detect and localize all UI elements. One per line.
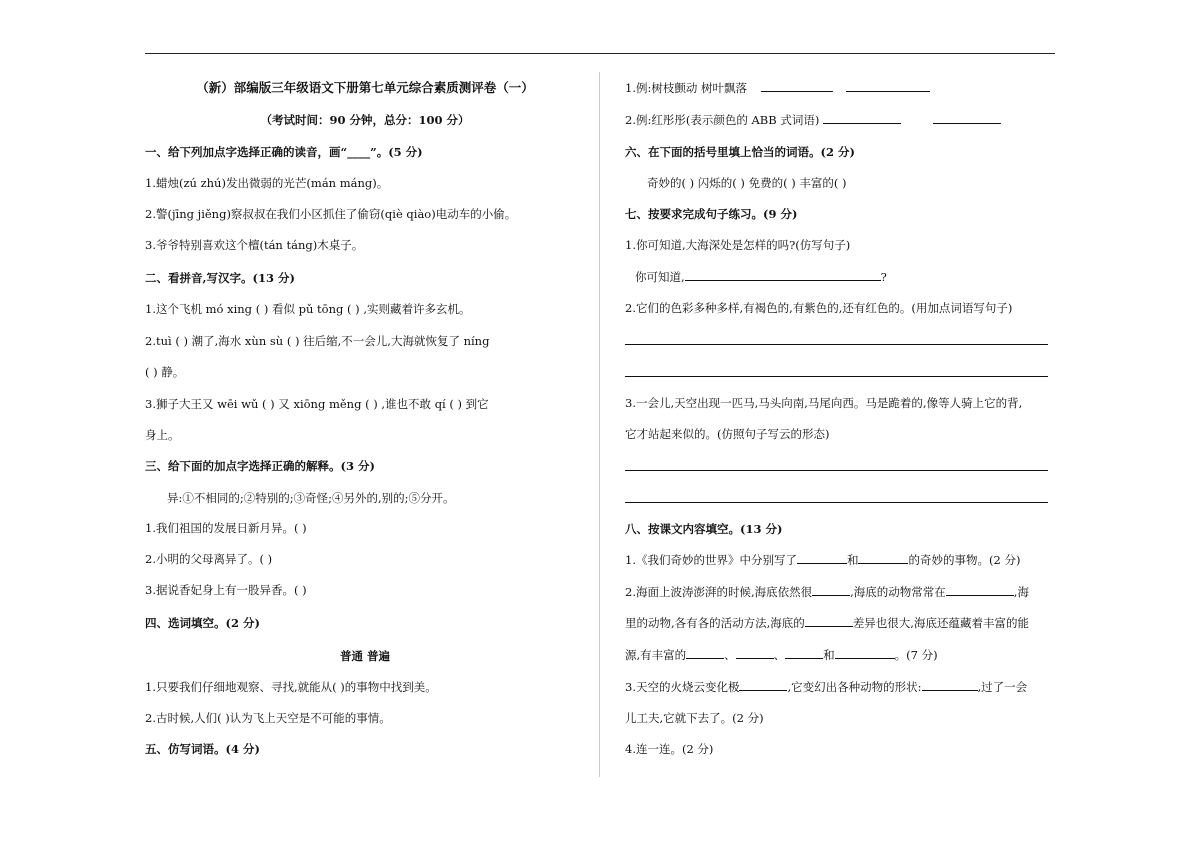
s4-word-choices: 普通 普遍 [339,649,390,663]
s8-question-3: 3.天空的火烧云变化极 ,它变幻出各种动物的形状: ,过了一会 [625,680,1028,694]
s1-question-1: 1.蜡烛(zú zhú)发出微弱的光芒(mán máng)。 [145,176,389,190]
section-5-heading: 五、仿写词语。(4 分) [145,742,260,756]
section-4-heading: 四、选词填空。(2 分) [145,616,260,630]
s4-question-2: 2.古时候,人们( )认为飞上天空是不可能的事情。 [145,711,391,725]
s8-question-1: 1.《我们奇妙的世界》中分别写了 和 的奇妙的事物。(2 分) [625,553,1021,567]
s2-question-2-cont: ( ) 静。 [145,365,185,379]
s3-options: 异:①不相同的;②特别的;③奇怪;④另外的,别的;⑤分开。 [167,491,455,505]
section-3-heading: 三、给下面的加点字选择正确的解释。(3 分) [145,459,375,473]
s2-question-2: 2.tuì ( ) 潮了,海水 xùn sù ( ) 往后缩,不一会儿,大海就恢复了 níng [145,334,490,348]
section-2-heading: 二、看拼音,写汉字。(13 分) [145,271,295,285]
s8-q3-blank-1[interactable] [739,679,787,691]
s2-question-3-cont: 身上。 [145,428,180,442]
s8-question-3-cont: 儿工夫,它就下去了。(2 分) [625,711,764,725]
s8-q2-blank-3[interactable] [805,615,853,627]
s7-question-1: 1.你可知道,大海深处是怎样的吗?(仿写句子) [625,238,851,252]
s8-q2-blank-7[interactable] [835,647,895,659]
s3-question-3: 3.据说香妃身上有一股异香。( ) [145,583,307,597]
s1-question-2: 2.警(jīng jiěng)察叔叔在我们小区抓住了偷窃(qiè qiào)电动车的小偷。 [145,207,517,221]
s8-q2-blank-5[interactable] [736,647,774,659]
s6-fill-line: 奇妙的( ) 闪烁的( ) 免费的( ) 丰富的( ) [647,176,847,190]
s8-question-2-cont2: 源,有丰富的 、 、 和 。(7 分) [625,648,938,662]
s8-question-2: 2.海面上波涛澎湃的时候,海底依然很 ,海底的动物常常在 ,海 [625,585,1029,599]
s7-question-3: 3.一会儿,天空出现一匹马,马头向南,马尾向西。马是跪着的,像等人骑上它的背, [625,396,1023,410]
header-rule [145,53,1055,54]
s7-question-2: 2.它们的色彩多种多样,有褐色的,有紫色的,还有红色的。(用加点词语写句子) [625,301,1013,315]
section-8-heading: 八、按课文内容填空。(13 分) [625,522,783,536]
section-7-heading: 七、按要求完成句子练习。(9 分) [625,207,798,221]
s8-question-2-cont: 里的动物,各有各的活动方法,海底的 差异也很大,海底还蕴藏着丰富的能 [625,616,1029,630]
s4-question-1: 1.只要我们仔细地观察、寻找,就能从( )的事物中找到美。 [145,680,437,694]
s8-q2-blank-4[interactable] [686,647,724,659]
s3-question-2: 2.小明的父母离异了。( ) [145,552,273,566]
s2-question-3: 3.狮子大王又 wēi wǔ ( ) 又 xiōng měng ( ) ,谁也不敢 qí ( ) 到它 [145,397,489,411]
section-6-heading: 六、在下面的括号里填上恰当的词语。(2 分) [625,145,855,159]
s7-question-3-cont: 它才站起来似的。(仿照句子写云的形态) [625,427,830,441]
s5-question-1: 1.例:树枝颤动 树叶飘落 [625,80,930,96]
column-divider [599,72,600,777]
s3-question-1: 1.我们祖国的发展日新月异。( ) [145,521,307,535]
s8-q1-blank-1[interactable] [797,552,847,564]
s7-q1-answer: 你可知道, ? [635,270,887,284]
s8-question-4: 4.连一连。(2 分) [625,742,714,756]
s7-q2-answer-line-2[interactable] [625,376,1048,377]
s7-q1-blank[interactable] [685,269,881,281]
s5-question-2: 2.例:红彤彤(表示颜色的 ABB 式词语) [625,112,1001,128]
s8-q2-blank-2[interactable] [946,584,1014,596]
s7-q2-answer-line-1[interactable] [625,344,1048,345]
s7-q3-answer-line-2[interactable] [625,502,1048,503]
page-title: （新）部编版三年级语文下册第七单元综合素质测评卷（一） [196,80,534,95]
s5-q1-blank-2[interactable] [846,80,930,92]
exam-info: （考试时间：90 分钟，总分：100 分） [260,113,470,127]
s1-question-3: 3.爷爷特别喜欢这个檀(tán táng)木桌子。 [145,238,364,252]
s5-q2-blank-1[interactable] [823,112,901,124]
section-1-heading: 一、给下列加点字选择正确的读音，画“____”。(5 分) [145,145,423,159]
s2-question-1: 1.这个飞机 mó xing ( ) 看似 pǔ tōng ( ) ,实则藏着许多玄机。 [145,302,471,316]
s5-q1-blank-1[interactable] [761,80,833,92]
s8-q1-blank-2[interactable] [858,552,908,564]
s8-q3-blank-2[interactable] [922,679,978,691]
s8-q2-blank-6[interactable] [785,647,823,659]
s7-q3-answer-line-1[interactable] [625,470,1048,471]
s5-q2-blank-2[interactable] [933,112,1001,124]
s8-q2-blank-1[interactable] [812,584,850,596]
